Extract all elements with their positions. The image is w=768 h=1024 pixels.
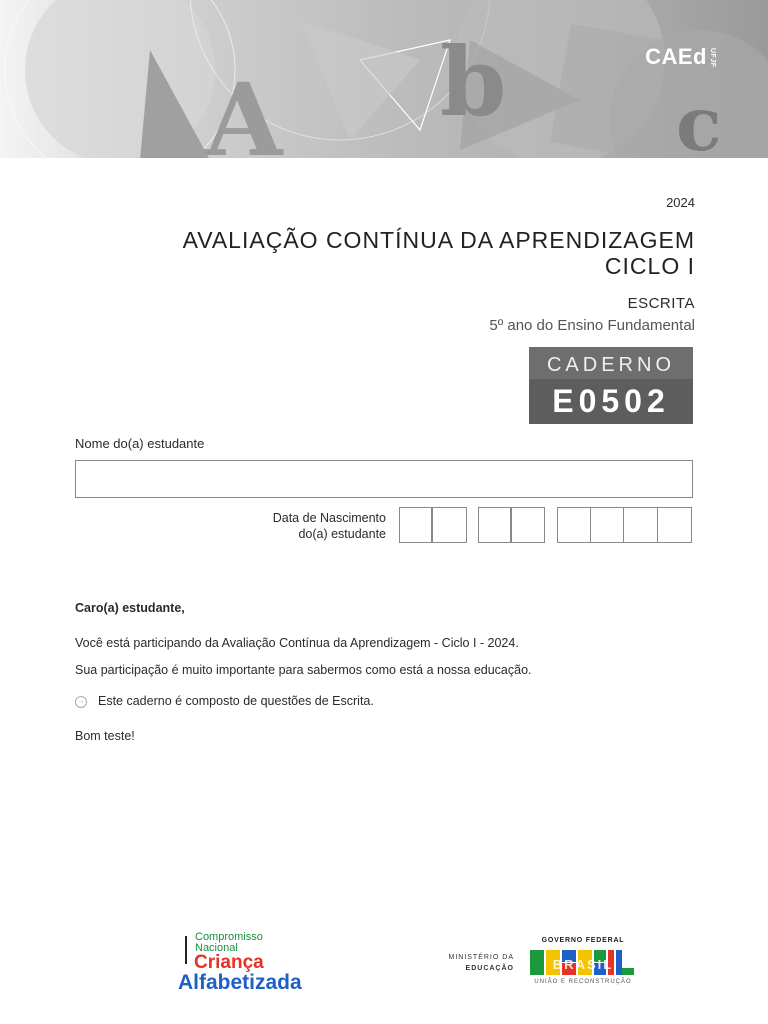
birthdate-label xyxy=(273,510,386,542)
closing-text: Bom teste! xyxy=(75,729,135,743)
info-bullet-text: Este caderno é composto de questões de Escrita. xyxy=(98,694,374,708)
birthdate-month-digit-2[interactable] xyxy=(511,507,545,543)
name-field-label: Nome do(a) estudante xyxy=(75,436,205,451)
caderno-label: CADERNO xyxy=(529,347,693,379)
header-banner xyxy=(0,0,768,158)
birthdate-year-digit-1[interactable] xyxy=(557,507,591,543)
subject-label: ESCRITA xyxy=(627,295,695,312)
brasil-wordmark xyxy=(530,948,636,978)
crianca-alfabetizada-logo xyxy=(178,932,333,996)
info-bullet xyxy=(75,694,374,708)
year-label: 2024 xyxy=(666,195,695,210)
gov-top-text: GOVERNO FEDERAL xyxy=(541,937,625,944)
birthdate-year-digit-4[interactable] xyxy=(657,507,692,543)
mec-line-2: EDUCAÇÃO xyxy=(465,965,514,972)
arrow-circle-icon: → xyxy=(75,696,87,708)
governo-federal-logo xyxy=(530,937,636,989)
name-field[interactable] xyxy=(75,460,693,498)
caed-logo xyxy=(645,44,716,70)
cna-line-3: Criança xyxy=(194,952,264,973)
title-line-2: CICLO I xyxy=(604,253,695,279)
banner-letter-a: A xyxy=(205,61,283,158)
birthdate-day-digit-1[interactable] xyxy=(399,507,432,543)
banner-letter-c: c xyxy=(676,80,722,158)
birthdate-year-digit-2[interactable] xyxy=(590,507,624,543)
greeting: Caro(a) estudante, xyxy=(75,601,185,615)
intro-paragraph-1: Você está participando da Avaliação Contínua da Aprendizagem - Ciclo I - 2024. xyxy=(75,636,519,650)
caderno-badge xyxy=(529,347,693,424)
banner-illustration xyxy=(0,0,768,158)
mec-line-1: MINISTÉRIO DA xyxy=(448,954,514,961)
caderno-code: E0502 xyxy=(552,383,670,419)
cna-divider xyxy=(185,936,187,964)
caed-logo-sub: UFJF xyxy=(709,48,716,68)
birthdate-label-line-2: do(a) estudante xyxy=(298,527,386,541)
cna-line-2: Nacional xyxy=(195,942,238,954)
cna-line-4: Alfabetizada xyxy=(178,971,302,994)
birthdate-year-digit-3[interactable] xyxy=(623,507,658,543)
intro-paragraph-2: Sua participação é muito importante para sabermos como está a nossa educação. xyxy=(75,663,532,677)
birthdate-label-line-1: Data de Nascimento xyxy=(272,511,386,525)
grade-label: 5º ano do Ensino Fundamental xyxy=(489,317,695,334)
birthdate-day-digit-2[interactable] xyxy=(432,507,467,543)
page-title xyxy=(183,227,695,279)
gov-bottom-text: UNIÃO E RECONSTRUÇÃO xyxy=(534,979,632,985)
banner-letter-b: b xyxy=(440,27,507,138)
brasil-word: BRASIL xyxy=(552,957,614,972)
caed-logo-text: CAEd xyxy=(645,44,707,69)
title-line-1: AVALIAÇÃO CONTÍNUA DA APRENDIZAGEM xyxy=(182,227,695,253)
cna-line-1: Compromisso xyxy=(195,931,263,943)
mec-logo xyxy=(443,952,514,974)
birthdate-month-digit-1[interactable] xyxy=(478,507,511,543)
